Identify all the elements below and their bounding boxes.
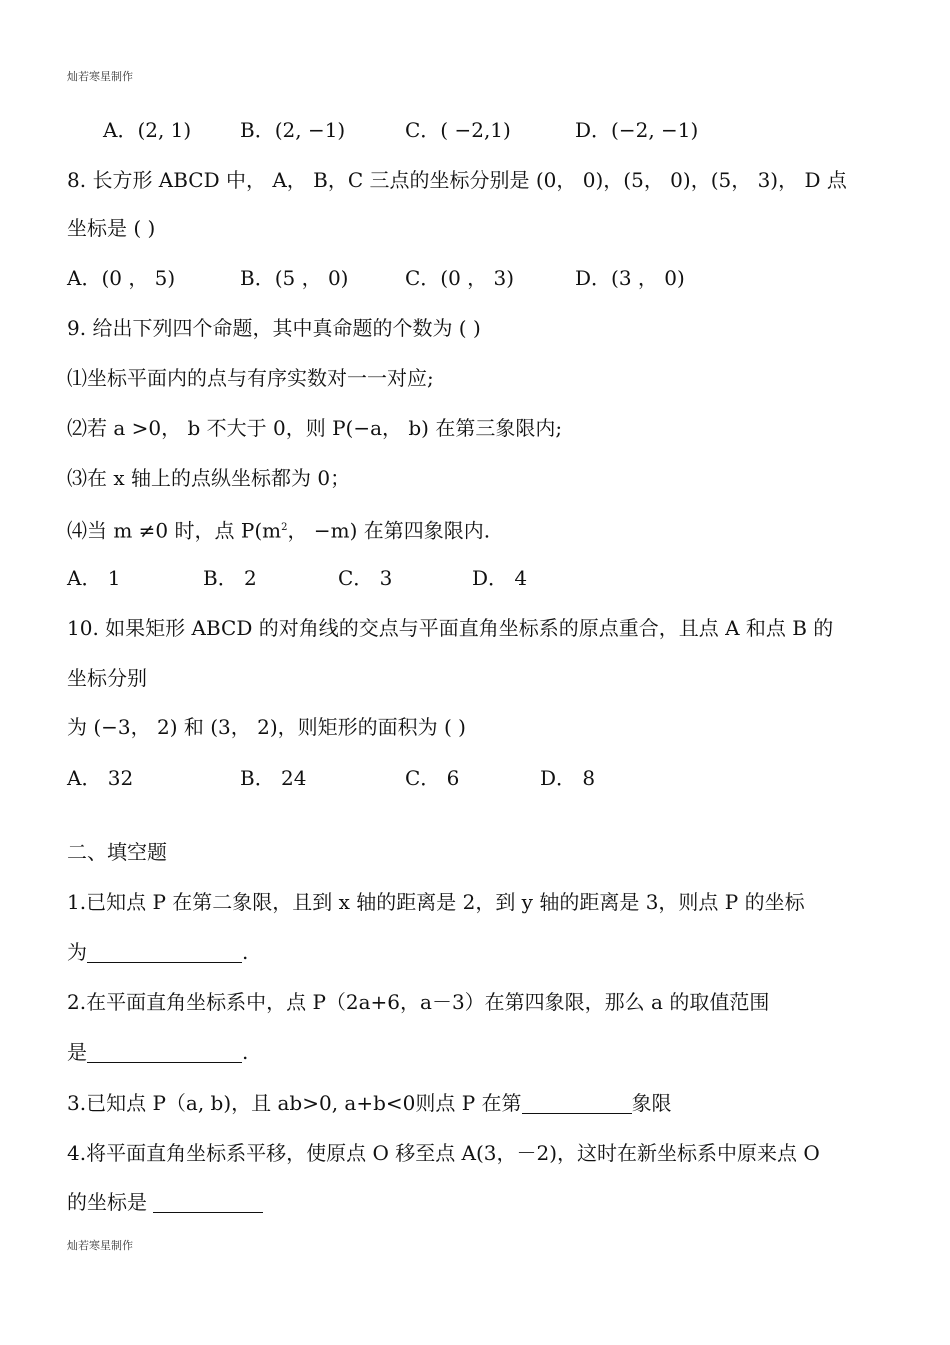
- page-header: 灿若寒星制作: [67, 70, 133, 83]
- fill-1-prefix: 为: [67, 940, 87, 964]
- q9-s4-post: ， −m) 在第四象限内.: [287, 518, 491, 543]
- fill-4-line2: [67, 1189, 263, 1215]
- q9-s4-sup: 2: [281, 522, 288, 533]
- fill-3-prefix: 3.已知点 P（a, b)，且 ab>0, a+b<0则点 P 在第: [67, 1091, 522, 1115]
- q9-option-b: B． 2: [203, 566, 257, 590]
- q10-option-b: B． 24: [240, 766, 307, 790]
- fill-4-prefix: 的坐标是: [67, 1190, 154, 1214]
- fill-2-line2: [67, 1039, 248, 1065]
- q9-statement-4: [67, 515, 490, 544]
- q10-stem-line1: 10. 如果矩形 ABCD 的对角线的交点与平面直角坐标系的原点重合，且点 A 和点 B 的: [67, 616, 834, 640]
- q9-option-a: A． 1: [67, 566, 121, 590]
- q8-option-c: C．(0 ， 3): [405, 266, 515, 290]
- q10-option-d: D． 8: [540, 766, 596, 790]
- fill-2-suffix: .: [242, 1040, 249, 1064]
- fill-3-line1: [67, 1090, 672, 1116]
- fill-1-suffix: .: [242, 940, 249, 964]
- q9-s4-pre: ⑷当 m ≠0 时，点 P(m: [67, 518, 282, 543]
- q10-stem-line3: 为 (−3， 2) 和 (3， 2)，则矩形的面积为 ( ): [67, 715, 466, 739]
- fill-1-line1: 1.已知点 P 在第二象限，且到 x 轴的距离是 2，到 y 轴的距离是 3，则点 P 的坐标: [67, 890, 805, 914]
- fill-2-line1: 2.在平面直角坐标系中，点 P（2a+6，a－3）在第四象限，那么 a 的取值范围: [67, 990, 770, 1014]
- fill-4-line1: 4.将平面直角坐标系平移，使原点 O 移至点 A(3，－2)，这时在新坐标系中原来点 O: [67, 1141, 820, 1165]
- fill-3-blank[interactable]: [522, 1095, 632, 1114]
- fill-1-blank[interactable]: [87, 944, 242, 963]
- q8-option-d: D．(3 ， 0): [575, 266, 685, 290]
- page-footer: 灿若寒星制作: [67, 1239, 133, 1252]
- q9-statement-3: ⑶在 x 轴上的点纵坐标都为 0；: [67, 466, 351, 490]
- section-title-fill-blank: 二、填空题: [67, 840, 167, 864]
- fill-1-line2: [67, 939, 248, 965]
- fill-3-suffix: 象限: [631, 1091, 672, 1115]
- q7-option-c: C．( −2,1): [405, 118, 511, 142]
- q8-option-b: B．(5 ， 0): [240, 266, 349, 290]
- q9-statement-2: ⑵若 a >0， b 不大于 0，则 P(−a， b) 在第三象限内;: [67, 416, 563, 440]
- q7-option-b: B．(2, −1): [240, 118, 346, 142]
- q8-option-a: A．(0 ， 5): [67, 266, 176, 290]
- q10-option-c: C． 6: [405, 766, 460, 790]
- q8-stem-line2: 坐标是 ( ): [67, 216, 156, 240]
- q9-stem: 9. 给出下列四个命题，其中真命题的个数为 ( ): [67, 316, 481, 340]
- fill-2-prefix: 是: [67, 1040, 87, 1064]
- fill-4-blank[interactable]: [153, 1194, 263, 1213]
- q10-option-a: A． 32: [67, 766, 134, 790]
- q7-option-d: D．(−2, −1): [575, 118, 699, 142]
- fill-2-blank[interactable]: [87, 1044, 242, 1063]
- q8-stem-line1: 8. 长方形 ABCD 中， A， B，C 三点的坐标分别是 (0， 0)，(5， 0)，(5， 3)， D 点: [67, 168, 847, 192]
- q9-option-d: D． 4: [472, 566, 528, 590]
- q10-stem-line2: 坐标分别: [67, 666, 147, 690]
- q9-statement-1: ⑴坐标平面内的点与有序实数对一一对应;: [67, 366, 434, 390]
- q9-option-c: C． 3: [338, 566, 393, 590]
- q7-option-a: A．(2, 1): [103, 118, 192, 142]
